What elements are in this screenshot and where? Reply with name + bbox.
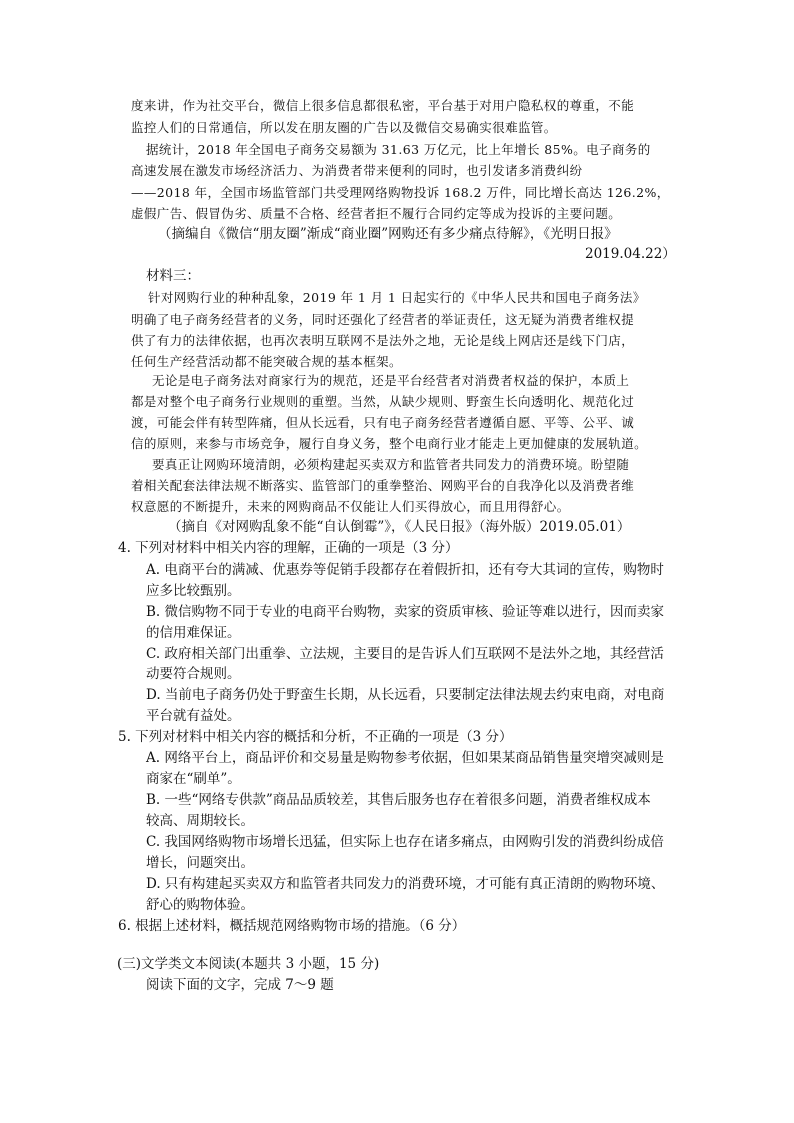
- material3-line-2: 明确了电子商务经营者的义务，同时还强化了经营者的举证责任，这无疑为消费者维权提: [131, 312, 635, 327]
- q5-option-b-cont: 较高、周期较长。: [146, 813, 254, 829]
- q4-option-a: A. 电商平台的满减、优惠券等促销手段都存在着假折扣，还有夸大其词的宣传，购物时: [146, 562, 664, 578]
- material2-line-1: 度来讲，作为社交平台，微信上很多信息都很私密，平台基于对用户隐私权的尊重，不能: [131, 98, 635, 113]
- material3-line-11: 权意愿的不断提升，未来的网购商品不仅能让人们买得放心，而且用得舒心。: [131, 499, 570, 514]
- material2-line-5: ——2018 年，全国市场监管部门共受理网络购物投诉 168.2 万件，同比增长高达 126.2%，: [131, 185, 670, 200]
- q5-option-d-cont: 舒心的购物体验。: [146, 897, 254, 913]
- material3-line-7: 渡，可能会伴有转型阵痛，但从长远看，只有电子商务经营者遵循自愿、平等、公平、诚: [131, 415, 635, 430]
- question-5-stem: 5. 下列对材料中相关内容的概括和分析，不正确的一项是（3 分）: [118, 729, 513, 745]
- material3-line-4: 任何生产经营活动都不能突破合规的基本框架。: [131, 354, 402, 369]
- question-6: 6. 根据上述材料，概括规范网络购物市场的措施。（6 分）: [118, 918, 466, 934]
- q4-option-d-cont: 平台就有益处。: [146, 708, 241, 724]
- q4-option-c-cont: 动要符合规则。: [146, 666, 241, 682]
- material2-source-date: 2019.04.22）: [585, 246, 676, 262]
- question-4-stem: 4. 下列对材料中相关内容的理解，正确的一项是（3 分）: [118, 540, 459, 556]
- q5-option-c: C. 我国网络购物市场增长迅猛，但实际上也存在诸多痛点，由网购引发的消费纠纷成倍: [146, 834, 664, 850]
- material2-line-2: 监控人们的日常通信，所以发在朋友圈的广告以及微信交易确实很难监管。: [131, 120, 557, 135]
- material2-line-3: 据统计，2018 年全国电子商务交易额为 31.63 万亿元，比上年增长 85%。电子商务的: [146, 142, 651, 157]
- material2-line-4: 高速发展在激发市场经济活力、为消费者带来便利的同时，也引发诸多消费纠纷: [131, 163, 583, 178]
- material3-line-6: 都是对整个电子商务行业规则的重塑。当然，从缺少规则、野蛮生长向透明化、规范化过: [131, 394, 635, 409]
- material3-line-8: 信的原则，来参与市场竞争，履行自身义务，整个电商行业才能走上更加健康的发展轨道。: [131, 436, 648, 451]
- material3-line-5: 无论是电子商务法对商家行为的规范，还是平台经营者对消费者权益的保护，本质上: [152, 373, 630, 388]
- material3-heading: 材料三：: [146, 268, 200, 284]
- q4-option-d: D. 当前电子商务仍处于野蛮生长期，从长远看，只要制定法律法规去约束电商，对电商: [146, 687, 665, 703]
- material3-source: （摘自《对网购乱象不能“自认倒霉”》，《人民日报》（海外版）2019.05.01）: [168, 519, 631, 535]
- material3-line-3: 供了有力的法律依据，也再次表明互联网不是法外之地，无论是线上网店还是线下门店，: [131, 333, 635, 348]
- q5-option-b: B. 一些“网络专供款”商品品质较差，其售后服务也存在着很多问题，消费者维权成本: [146, 792, 651, 808]
- q4-option-c: C. 政府相关部门出重拳、立法规，主要目的是告诉人们互联网不是法外之地，其经营活: [146, 646, 664, 662]
- material2-line-6: 虚假广告、假冒伪劣、质量不合格、经营者拒不履行合同约定等成为投诉的主要问题。: [131, 206, 622, 221]
- material3-line-9: 要真正让网购环境清朗，必须构建起买卖双方和监管者共同发力的消费环境。盼望随: [152, 457, 630, 472]
- material3-line-10: 着相关配套法律法规不断落实、监管部门的重拳整治、网购平台的自我净化以及消费者维: [131, 478, 635, 493]
- q5-option-a: A. 网络平台上，商品评价和交易量是购物参考依据，但如果某商品销售量突增突减则是: [146, 750, 664, 766]
- q5-option-a-cont: 商家在“刷单”。: [146, 771, 241, 787]
- material2-source: （摘编自《微信“朋友圈”渐成“商业圈”网购还有多少痛点待解》，《光明日报》: [158, 226, 618, 242]
- q4-option-b-cont: 的信用难保证。: [146, 625, 241, 641]
- q5-option-d: D. 只有构建起买卖双方和监管者共同发力的消费环境，才可能有真正清朗的购物环境、: [146, 876, 665, 892]
- section3-heading: (三)文学类文本阅读(本题共 3 小题，15 分): [117, 956, 380, 972]
- q4-option-a-cont: 应多比较甄别。: [146, 583, 241, 599]
- material3-line-1: 针对网购行业的种种乱象，2019 年 1 月 1 日起实行的《中华人民共和国电子商务法》: [148, 290, 646, 305]
- q4-option-b: B. 微信购物不同于专业的电商平台购物，卖家的资质审核、验证等难以进行，因而卖家: [146, 604, 665, 620]
- q5-option-c-cont: 增长，问题突出。: [146, 855, 254, 871]
- section3-instruction: 阅读下面的文字，完成 7～9 题: [146, 977, 334, 993]
